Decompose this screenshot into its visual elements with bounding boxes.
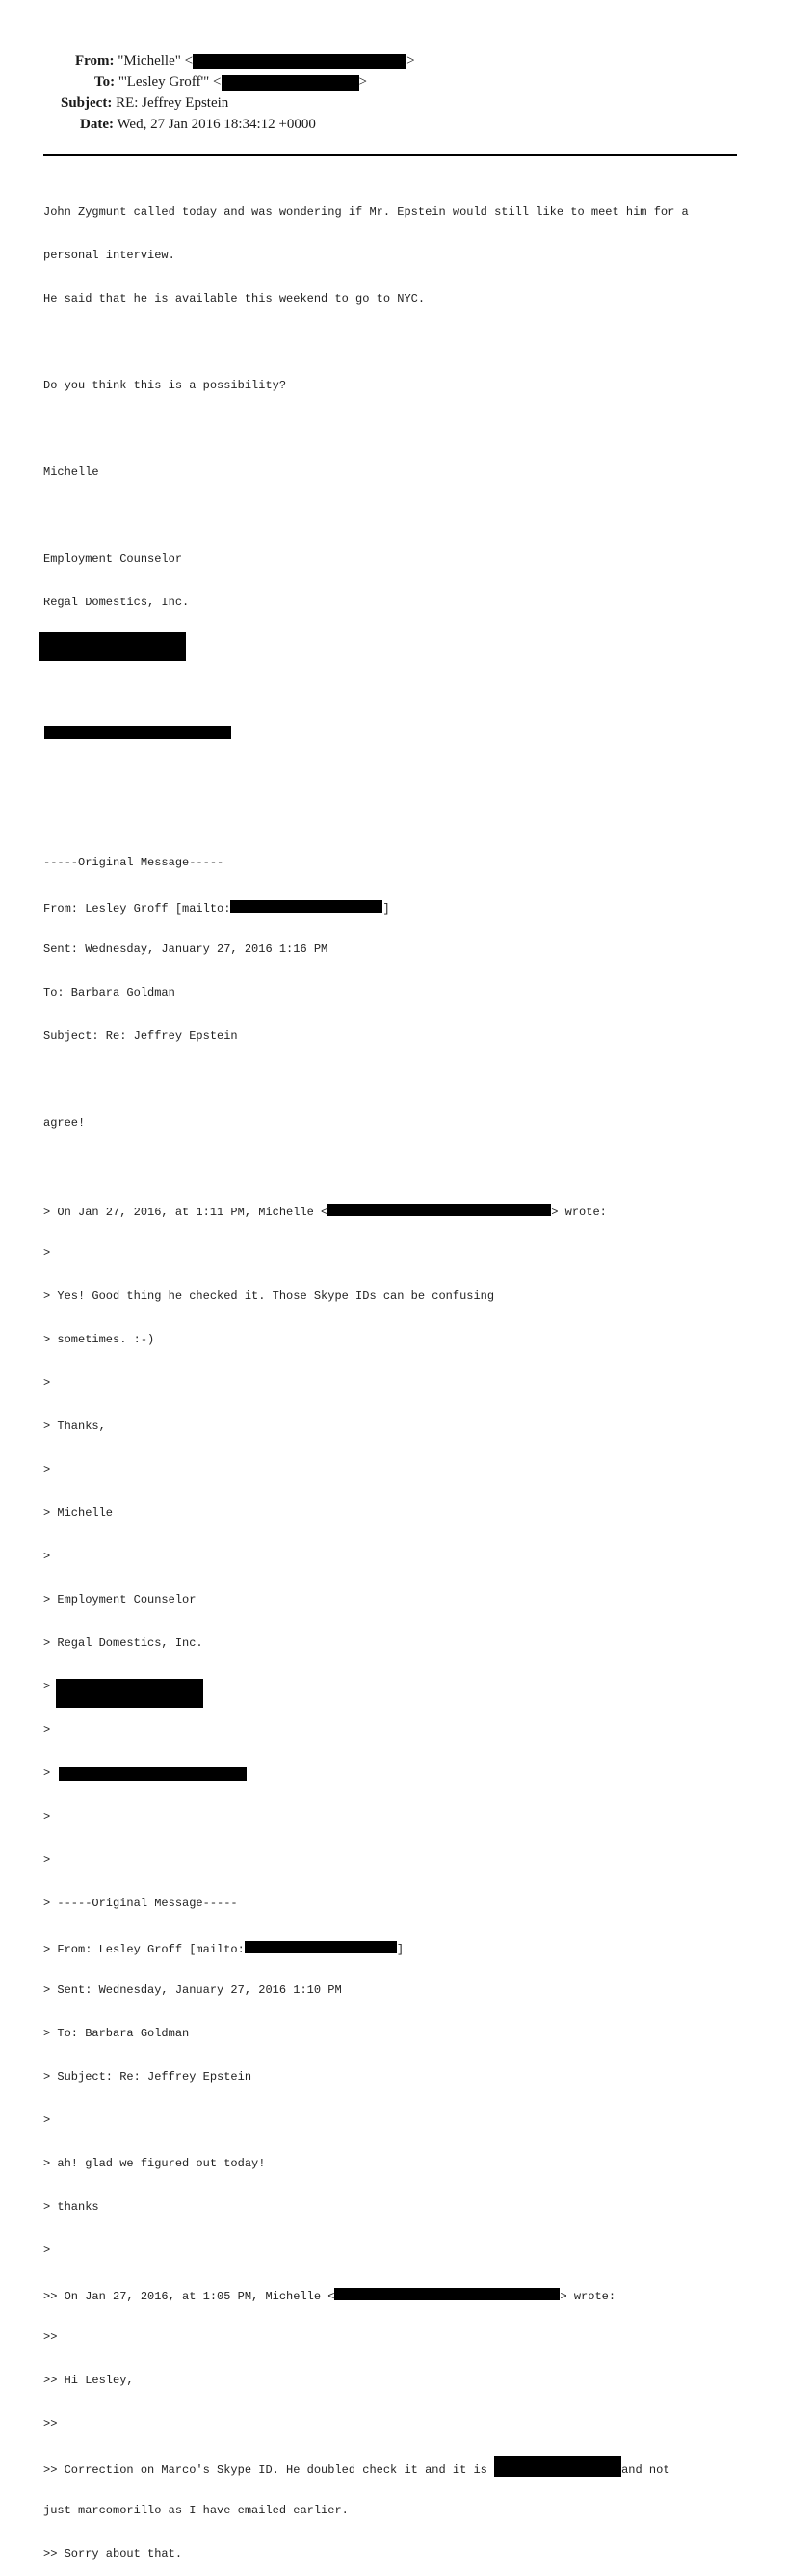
redaction-bar [494,2456,621,2477]
redaction-bar [193,54,406,69]
body-line: Sent: Wednesday, January 27, 2016 1:16 PM [43,943,328,956]
body-line: > sometimes. :-) [43,1333,155,1346]
body-line: > Employment Counselor [43,1593,196,1607]
redaction-bar [59,1767,247,1781]
body-line: > Yes! Good thing he checked it. Those Skype IDs can be confusing [43,1289,495,1303]
quote-line: > [43,2113,51,2127]
body-line: just marcomorillo as I have emailed earlier. [43,2504,349,2517]
body-line: agree! [43,1116,86,1129]
redaction-bar [39,632,186,661]
body-line: To: Barbara Goldman [43,986,175,999]
body-line: > Michelle [43,1506,114,1520]
redaction-bar [230,900,382,913]
body-line: >> Sorry about that. [43,2547,183,2561]
to-value: "'Lesley Groff'" < [118,74,222,90]
body-line: > On Jan 27, 2016, at 1:11 PM, Michelle < > wrote: [43,1206,607,1219]
body-line: > thanks [43,2200,99,2214]
body-line: personal interview. [43,249,175,262]
date-line [80,116,316,133]
signature-name: Michelle [43,465,99,479]
redaction-bar [334,2288,560,2300]
from-value: "Michelle" < [118,53,194,68]
body-line: Do you think this is a possibility? [43,379,287,392]
signature-company: Regal Domestics, Inc. [43,596,190,609]
body-line: > To: Barbara Goldman [43,2027,190,2040]
date-value: Wed, 27 Jan 2016 18:34:12 +0000 [117,117,316,132]
from-close: > [406,53,415,68]
body-line: >> On Jan 27, 2016, at 1:05 PM, Michelle < > wrote: [43,2290,616,2303]
body-line: > Subject: Re: Jeffrey Epstein [43,2070,252,2084]
body-line: He said that he is available this weekend to go to NYC. [43,292,426,305]
redaction-bar [222,75,359,91]
original-message-separator: -----Original Message----- [43,856,224,869]
body-line: > Sent: Wednesday, January 27, 2016 1:10 PM [43,1983,342,1997]
redaction-bar [245,1941,397,1953]
quote-line: > [43,1810,51,1823]
subject-line [61,94,228,112]
redaction-bar [44,726,231,739]
email-body [43,176,756,2576]
to-label: To: [94,74,116,90]
quote-line: >> [43,2330,58,2344]
redaction-bar [328,1204,551,1216]
quote-line: > [43,1550,51,1563]
body-line: John Zygmunt called today and was wondering if Mr. Epstein would still like to meet him for a [43,205,689,219]
body-line: Subject: Re: Jeffrey Epstein [43,1029,238,1043]
date-label: Date: [80,117,114,132]
quote-line: > [43,1376,51,1390]
redaction-bar [56,1679,203,1708]
to-line [94,73,367,91]
body-line: > Thanks, [43,1420,106,1433]
quote-line: > [43,1680,756,1694]
to-close: > [358,74,367,90]
body-line: > From: Lesley Groff [mailto: ] [43,1943,405,1956]
original-message-separator: > -----Original Message----- [43,1897,238,1910]
from-label: From: [75,53,115,68]
from-line [75,52,415,69]
quote-line: > [43,1463,51,1476]
body-line: >> Correction on Marco's Skype ID. He doubled check it and it is and not [43,2460,756,2475]
quote-line: > [43,1853,51,1867]
quote-line: > [43,1246,51,1260]
subject-label: Subject: [61,95,113,111]
body-line: > Regal Domestics, Inc. [43,1636,203,1650]
quote-line: >> [43,2417,58,2430]
quote-line: > [43,1766,756,1781]
body-line: > ah! glad we figured out today! [43,2157,266,2170]
signature-title: Employment Counselor [43,552,183,566]
body-line: From: Lesley Groff [mailto: ] [43,902,390,916]
body-line: >> Hi Lesley, [43,2374,134,2387]
header-divider [43,154,737,156]
quote-line: > [43,2244,51,2257]
quote-line: > [43,1723,51,1737]
subject-value: RE: Jeffrey Epstein [116,95,229,111]
